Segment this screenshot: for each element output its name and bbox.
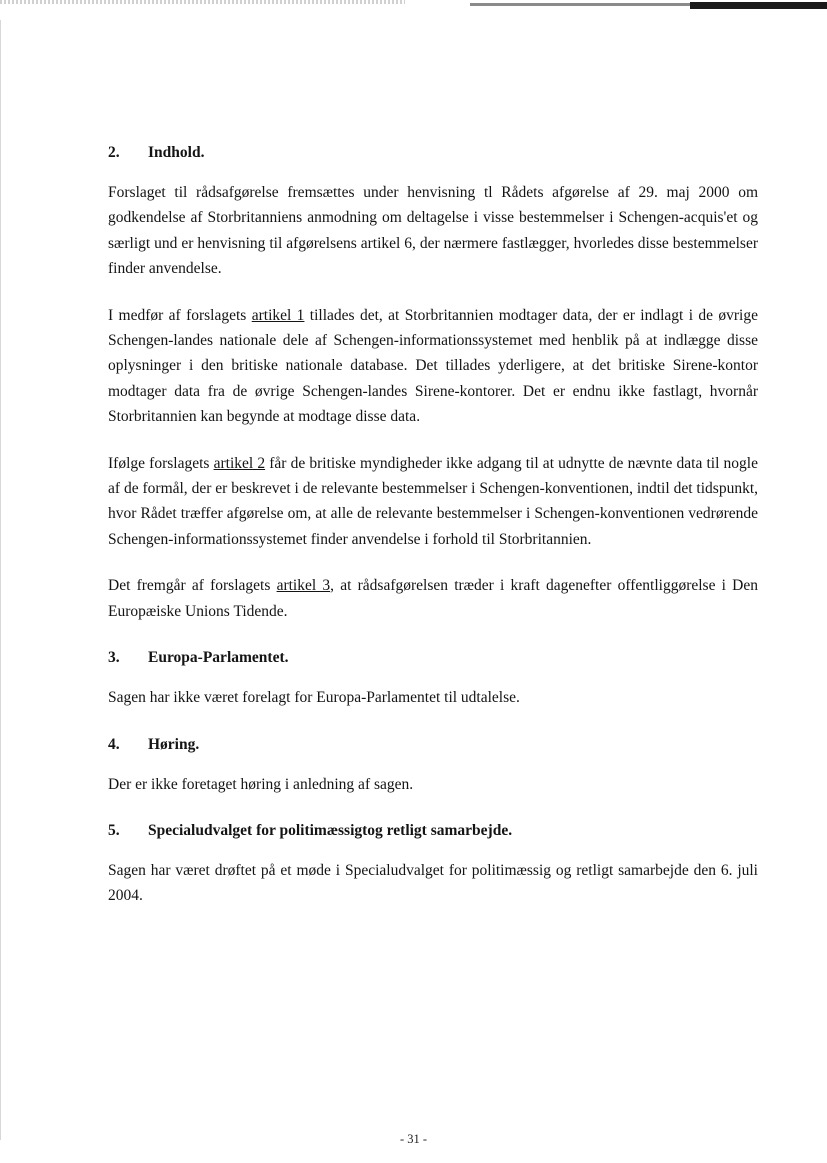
section-title: Indhold. <box>148 144 205 161</box>
paragraph: Sagen har været drøftet på et møde i Specialudvalget for politimæssig og retligt samarbejde den 6. juli 2004. <box>108 861 758 905</box>
article-reference: artikel 1 <box>251 306 305 324</box>
page-number: - 31 - <box>399 1132 428 1146</box>
paragraph: Der er ikke foretaget høring i anledning af sagen. <box>108 775 414 793</box>
paragraph-text: , at rådsafgørelsen træder i kraft dagenefter offentliggørelse i Den Europæiske Unions Tidende. <box>108 577 759 620</box>
article-reference: artikel 2 <box>213 454 266 472</box>
paragraph: Forslaget til rådsafgørelse fremsættes under henvisning tl Rådets afgørelse af 29. maj 2000 om godkendelse af Storbritanniens anmodning om deltagelse i visse bestemmelser i Schengen-acquis'et og særligt und er henvisning til afgørelsens artikel 6, der nærmere fastlægger, hvorledes disse bestemmelser finder anvendelse. <box>108 184 758 278</box>
paragraph-text: Ifølge forslagets <box>108 454 214 472</box>
section-heading-europa-parlamentet <box>108 645 758 670</box>
scan-artifact-top-right <box>470 0 827 9</box>
scan-artifact-top-left <box>0 0 405 4</box>
section-number: 2. <box>108 144 120 161</box>
section-heading-horing <box>108 732 758 757</box>
paragraph-text: tillades det, at Storbritannien modtager data, der er indlagt i de øvrige Schengen-landes nationale dele af Schengen-informationssystemet med henblik på at indlægge disse oplysninger i den britiske nationale database. Det tillades yderligere, at det britiske Sirene-kontor modtager data fra de øvrige Schengen-landes Sirene-kontorer. Det er endnu ikke fastlagt, hvornår Storbritannien kan begynde at modtage disse data. <box>108 306 758 426</box>
section-heading-indhold <box>108 140 758 165</box>
paragraph-artikel-3 <box>108 573 758 624</box>
section-heading-specialudvalget <box>108 818 758 843</box>
section-title: Specialudvalget for politimæssigtog retligt samarbejde. <box>148 821 513 839</box>
scan-artifact-left-edge <box>0 20 1 1140</box>
paragraph-text: I medfør af forslagets <box>108 306 252 324</box>
paragraph-text: Det fremgår af forslagets <box>108 577 277 595</box>
section-number: 4. <box>108 735 120 753</box>
section-number: 3. <box>108 649 120 667</box>
section-title: Høring. <box>148 735 200 753</box>
paragraph-artikel-1 <box>108 303 758 430</box>
document-body <box>108 140 758 930</box>
section-title: Europa-Parlamentet. <box>148 649 289 667</box>
section-number: 5. <box>108 821 120 839</box>
paragraph-artikel-2 <box>108 451 758 553</box>
paragraph: Sagen har ikke været forelagt for Europa-Parlamentet til udtalelse. <box>108 689 520 707</box>
paragraph-text: får de britiske myndigheder ikke adgang til at udnytte de nævnte data til nogle af de formål, der er beskrevet i de relevante bestemmelser i Schengen-konventionen, indtil det tidspunkt, hvor Rådet træffer afgørelse om, at alle de relevante bestemmelser i Schengen-konventionen vedrørende Schengen-informationssystemet finder anvendelse i forhold til Storbritannien. <box>108 454 758 548</box>
article-reference: artikel 3 <box>276 577 331 595</box>
